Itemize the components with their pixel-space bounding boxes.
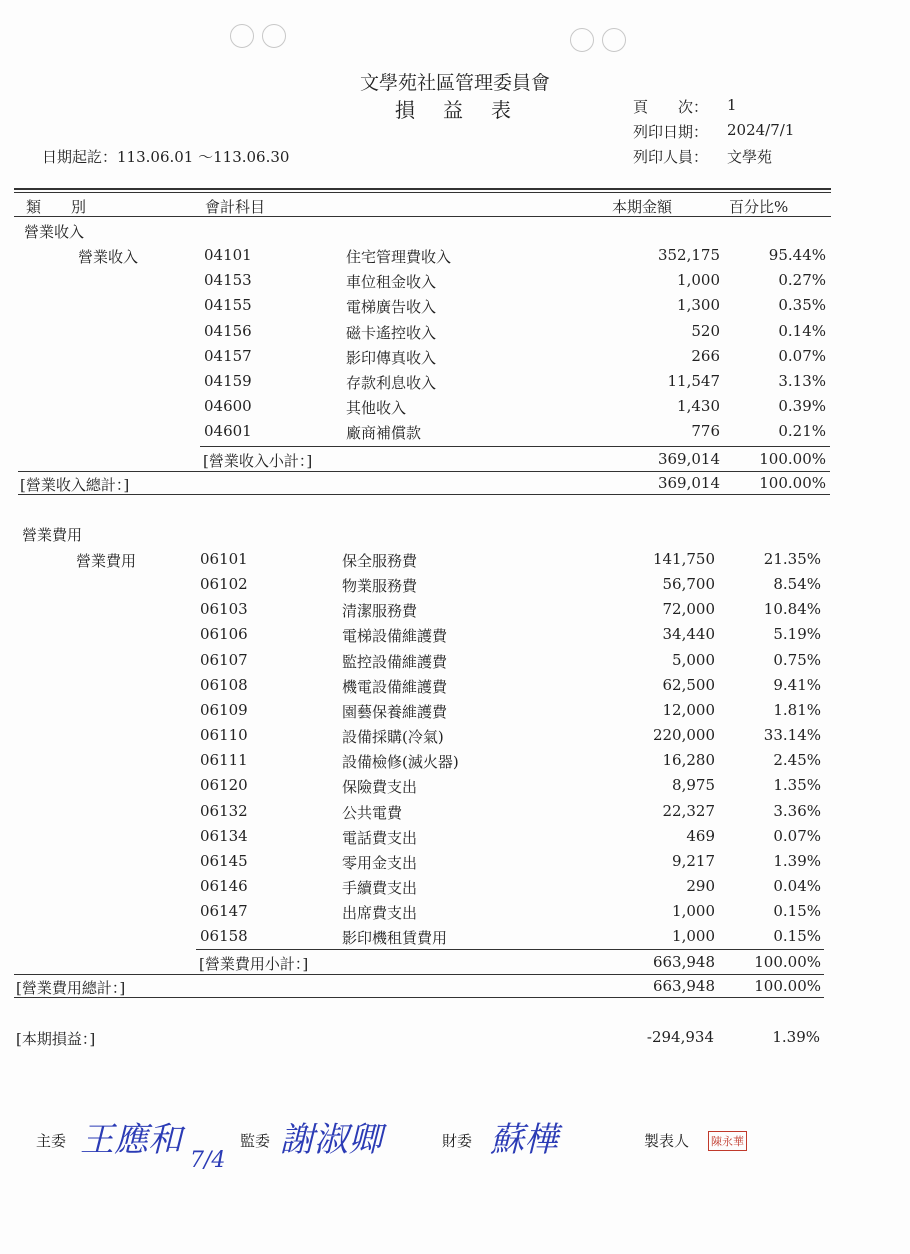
expense-row-percent: 5.19% [773,625,821,644]
income-row-code: 04157 [204,346,252,365]
expense-row-amount: 22,327 [662,801,715,820]
expense-subtotal-label: [營業費用小計：] [199,955,309,973]
income-row-amount: 266 [691,346,720,365]
income-row-code: 04156 [204,321,252,340]
expense-row-code: 06146 [200,876,248,895]
expense-row-code: 06103 [200,600,248,619]
net-percent: 1.39% [772,1028,820,1046]
expense-row-code: 06147 [200,902,248,921]
header-percent: 百分比% [729,198,789,216]
org-title: 文學苑社區管理委員會 [359,72,550,94]
header-amount: 本期金額 [612,198,673,216]
income-row-name: 影印傳真收入 [346,348,437,367]
income-row-percent: 0.21% [778,422,826,441]
header-rule-bottom [14,216,831,217]
page-value: 1 [727,96,737,114]
expense-row-name: 機電設備維護費 [342,677,448,696]
expense-row-name: 清潔服務費 [342,602,418,621]
income-row-name: 磁卡遙控收入 [346,323,437,342]
income-section-label: 營業收入 [24,223,85,241]
preparer-stamp: 陳永華 [708,1131,747,1151]
printer-label: 列印人員： [633,148,709,166]
income-row-code: 04155 [204,296,252,315]
expense-row-code: 06145 [200,851,248,870]
net-amount: -294,934 [646,1028,714,1046]
income-subtotal-label: [營業收入小計：] [203,452,313,470]
preparer-label: 製表人 [644,1132,690,1150]
expense-row-name: 設備檢修(滅火器) [342,753,459,772]
income-subtotal-percent: 100.00% [759,450,826,468]
income-row-amount: 1,300 [677,296,720,315]
header-rule-top [14,188,831,190]
income-row-percent: 95.44% [768,246,826,264]
income-row-percent: 0.27% [778,271,826,290]
expense-row-code: 06109 [200,700,248,719]
expense-row-amount: 12,000 [662,700,715,719]
expense-row-amount: 469 [686,826,715,845]
income-row-code: 04101 [204,246,252,264]
expense-row-percent: 0.75% [773,650,821,669]
expense-row-name: 物業服務費 [342,577,418,596]
income-row-name: 電梯廣告收入 [346,298,437,317]
expense-row-percent: 1.39% [773,851,821,870]
income-row-amount: 1,000 [677,271,720,290]
expense-row-code: 06111 [200,751,248,770]
expense-row-name: 保全服務費 [342,552,418,570]
income-row-amount: 1,430 [677,397,720,416]
income-row-name: 存款利息收入 [346,374,437,392]
expense-subtotal-percent: 100.00% [754,953,821,971]
expense-row-amount: 56,700 [662,575,715,594]
income-row-amount: 776 [691,422,720,441]
expense-row-percent: 1.81% [773,700,821,719]
punch-hole [262,24,286,48]
expense-row-code: 06120 [200,776,248,795]
expense-row-percent: 33.14% [763,726,821,745]
expense-row-amount: 5,000 [672,650,715,669]
expense-row-code: 06132 [200,801,248,820]
punch-hole [602,28,626,52]
expense-total-rule-bottom [14,997,824,998]
expense-row-percent: 9.41% [773,675,821,694]
supervisor-signature: 謝淑卿 [280,1120,382,1160]
expense-row-code: 06108 [200,675,248,694]
expense-row-percent: 2.45% [773,751,821,770]
expense-row-amount: 290 [686,876,715,895]
expense-row-name: 監控設備維護費 [342,652,448,671]
supervisor-label: 監委 [240,1132,271,1150]
income-row-name: 住宅管理費收入 [346,248,452,266]
expense-row-amount: 1,000 [672,902,715,921]
expense-row-amount: 8,975 [672,776,715,795]
expense-total-label: [營業費用總計：] [16,979,126,997]
header-rule-mid [14,192,831,193]
income-row-percent: 0.35% [778,296,826,315]
income-row-name: 車位租金收入 [346,273,437,292]
expense-row-code: 06158 [200,927,248,946]
expense-row-name: 手續費支出 [342,878,418,897]
income-total-label: [營業收入總計：] [20,476,130,494]
expense-row-name: 零用金支出 [342,853,418,872]
income-row-percent: 0.14% [778,321,826,340]
expense-row-amount: 9,217 [672,851,715,870]
income-total-rule [18,471,830,472]
expense-section-label: 營業費用 [22,526,83,544]
income-row-amount: 352,175 [657,246,720,264]
expense-row-percent: 0.04% [773,876,821,895]
expense-group-label: 營業費用 [76,552,137,570]
expense-row-percent: 3.36% [773,801,821,820]
income-row-percent: 0.07% [778,346,826,365]
finance-label: 財委 [442,1132,473,1150]
expense-row-percent: 0.07% [773,826,821,845]
print-date-value: 2024/7/1 [727,121,795,139]
punch-hole [230,24,254,48]
income-row-name: 其他收入 [346,399,407,418]
expense-row-name: 設備採購(冷氣) [342,728,444,747]
income-row-amount: 520 [691,321,720,340]
expense-row-percent: 10.84% [763,600,821,619]
header-account: 會計科目 [205,198,266,216]
net-label: [本期損益：] [16,1030,96,1048]
expense-subtotal-amount: 663,948 [652,953,715,971]
income-total-rule-bottom [18,494,830,495]
expense-row-percent: 8.54% [773,575,821,594]
expense-row-amount: 62,500 [662,675,715,694]
report-title: 損 益 表 [395,98,515,122]
expense-row-amount: 34,440 [662,625,715,644]
expense-row-name: 電話費支出 [342,828,418,847]
period: 日期起訖：113.06.01 ～113.06.30 [42,148,290,166]
income-total-percent: 100.00% [759,474,826,492]
expense-row-name: 園藝保養維護費 [342,702,448,721]
expense-row-name: 出席費支出 [342,904,418,923]
expense-row-amount: 72,000 [662,600,715,619]
expense-row-code: 06102 [200,575,248,594]
expense-row-percent: 0.15% [773,902,821,921]
expense-total-rule [14,974,824,975]
income-group-label: 營業收入 [78,248,139,266]
expense-row-code: 06106 [200,625,248,644]
income-row-code: 04153 [204,271,252,290]
expense-subtotal-rule [196,949,824,950]
income-row-name: 廠商補償款 [346,424,422,443]
expense-row-percent: 1.35% [773,776,821,795]
expense-row-name: 公共電費 [342,803,403,822]
expense-row-amount: 1,000 [672,927,715,946]
chair-sign-date: 7/4 [190,1148,226,1173]
expense-row-code: 06110 [200,726,248,745]
expense-row-amount: 16,280 [662,751,715,770]
income-subtotal-rule [200,446,830,447]
income-row-code: 04600 [204,397,252,416]
punch-hole [570,28,594,52]
expense-row-percent: 21.35% [763,550,821,568]
expense-row-amount: 141,750 [652,550,715,568]
header-category: 類 別 [26,198,87,216]
expense-total-percent: 100.00% [754,977,821,995]
expense-row-code: 06107 [200,650,248,669]
income-row-code: 04601 [204,422,252,441]
income-row-percent: 3.13% [778,372,826,390]
expense-row-percent: 0.15% [773,927,821,946]
page-label: 頁 次： [633,98,709,116]
income-total-amount: 369,014 [657,474,720,492]
expense-row-amount: 220,000 [652,726,715,745]
income-row-percent: 0.39% [778,397,826,416]
print-date-label: 列印日期： [633,123,709,141]
expense-row-name: 電梯設備維護費 [342,627,448,646]
expense-row-code: 06134 [200,826,248,845]
expense-row-name: 影印機租賃費用 [342,929,448,948]
finance-signature: 蘇樺 [490,1120,558,1160]
expense-total-amount: 663,948 [652,977,715,995]
chair-label: 主委 [36,1132,67,1150]
income-subtotal-amount: 369,014 [657,450,720,468]
printer-value: 文學苑 [727,148,773,166]
income-row-code: 04159 [204,372,252,390]
income-row-amount: 11,547 [667,372,720,390]
chair-signature: 王應和 [80,1120,182,1160]
expense-row-code: 06101 [200,550,248,568]
expense-row-name: 保險費支出 [342,778,418,797]
